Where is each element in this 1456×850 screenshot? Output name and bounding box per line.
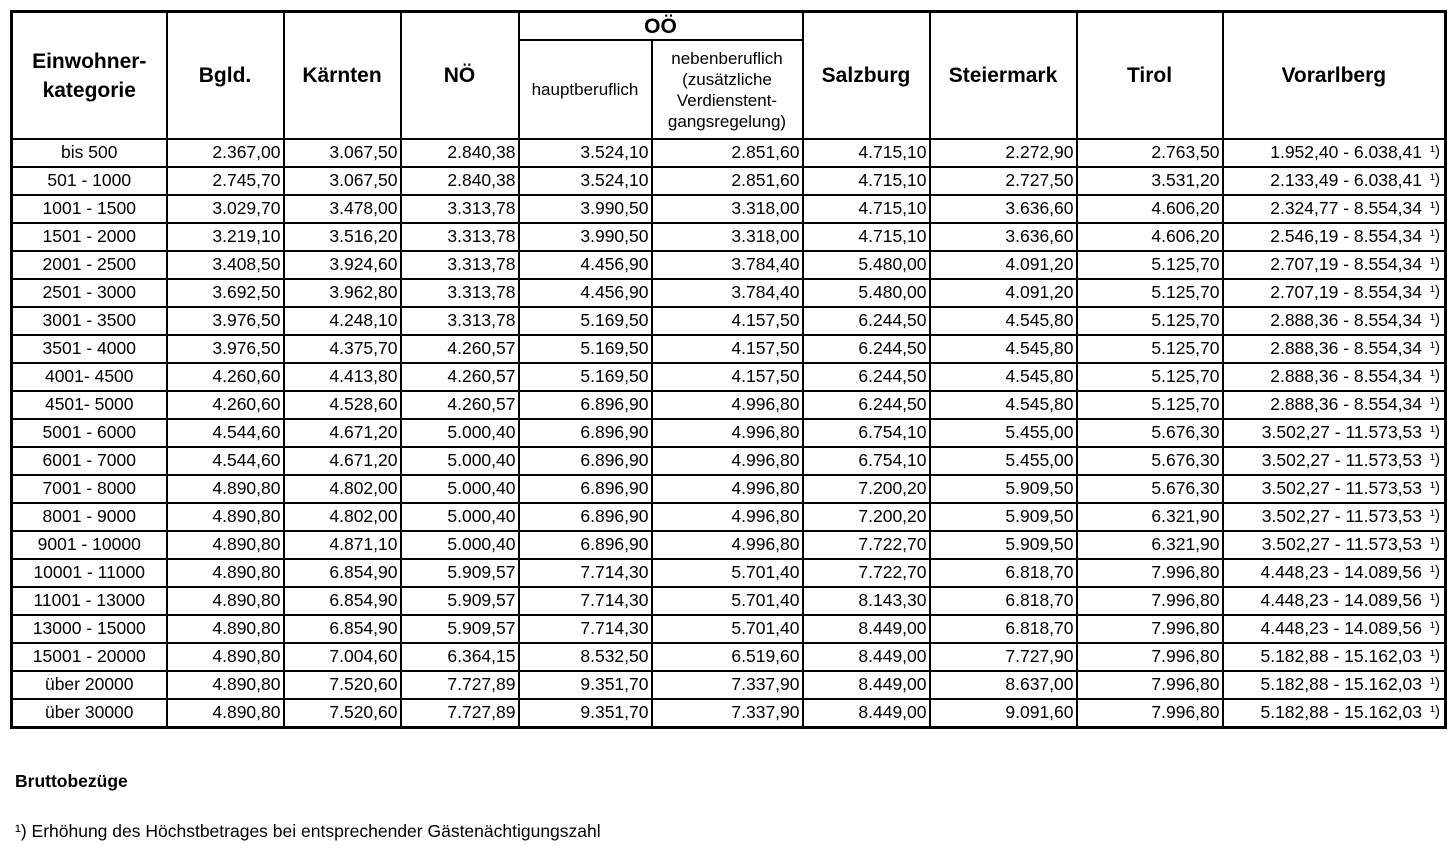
cell-vorarlberg (1223, 223, 1446, 251)
vorarlberg-range-value: 2.707,19 - 8.554,34 (1270, 282, 1423, 303)
cell-tirol: 2.763,50 (1077, 139, 1223, 167)
cell-salzburg: 4.715,10 (803, 139, 930, 167)
cell-ooe-hauptberuflich: 6.896,90 (519, 475, 652, 503)
cell-ooe-nebenberuflich: 4.157,50 (652, 363, 803, 391)
footnote-marker: ¹) (1430, 619, 1441, 637)
table-row (12, 279, 1446, 307)
header-ooe-nebenberuflich-line3: Verdienstent- (676, 90, 778, 110)
cell-tirol: 5.125,70 (1077, 335, 1223, 363)
cell-bgld: 4.890,80 (167, 475, 284, 503)
table-row (12, 475, 1446, 503)
cell-steiermark: 5.455,00 (930, 419, 1077, 447)
cell-noe: 7.727,89 (401, 699, 519, 728)
cell-bgld: 4.890,80 (167, 503, 284, 531)
header-kaernten: Kärnten (284, 12, 401, 140)
cell-ooe-hauptberuflich: 6.896,90 (519, 447, 652, 475)
cell-salzburg: 8.449,00 (803, 615, 930, 643)
cell-salzburg: 7.722,70 (803, 559, 930, 587)
cell-vorarlberg (1223, 307, 1446, 335)
table-row (12, 643, 1446, 671)
cell-category: 13000 - 15000 (12, 615, 167, 643)
footnote-marker: ¹) (1430, 591, 1441, 609)
cell-kaernten: 4.375,70 (284, 335, 401, 363)
table-row (12, 531, 1446, 559)
cell-ooe-nebenberuflich: 5.701,40 (652, 559, 803, 587)
vorarlberg-range-value: 2.133,49 - 6.038,41 (1270, 170, 1423, 191)
cell-salzburg: 7.722,70 (803, 531, 930, 559)
footnote-marker: ¹) (1430, 507, 1441, 525)
cell-tirol: 3.531,20 (1077, 167, 1223, 195)
cell-kaernten: 6.854,90 (284, 615, 401, 643)
cell-bgld: 4.890,80 (167, 531, 284, 559)
footnote-marker: ¹) (1430, 535, 1441, 553)
cell-kaernten: 3.924,60 (284, 251, 401, 279)
header-ooe-nebenberuflich (652, 40, 803, 139)
cell-noe: 3.313,78 (401, 307, 519, 335)
cell-ooe-hauptberuflich: 6.896,90 (519, 391, 652, 419)
cell-salzburg: 6.244,50 (803, 391, 930, 419)
cell-ooe-nebenberuflich: 4.996,80 (652, 419, 803, 447)
vorarlberg-range-value: 4.448,23 - 14.089,56 (1260, 618, 1423, 639)
cell-tirol: 5.676,30 (1077, 447, 1223, 475)
cell-kaernten: 7.004,60 (284, 643, 401, 671)
cell-tirol: 5.125,70 (1077, 279, 1223, 307)
cell-category: 6001 - 7000 (12, 447, 167, 475)
footnote-marker: ¹) (1430, 395, 1441, 413)
cell-steiermark: 5.909,50 (930, 531, 1077, 559)
cell-tirol: 7.996,80 (1077, 559, 1223, 587)
cell-kaernten: 4.413,80 (284, 363, 401, 391)
cell-category: 9001 - 10000 (12, 531, 167, 559)
cell-noe: 5.909,57 (401, 559, 519, 587)
cell-tirol: 7.996,80 (1077, 643, 1223, 671)
header-ooe-nebenberuflich-line4: gangsregelung) (667, 111, 787, 131)
footnote-marker: ¹) (1430, 311, 1441, 329)
vorarlberg-range-value: 2.888,36 - 8.554,34 (1270, 310, 1423, 331)
cell-bgld: 3.692,50 (167, 279, 284, 307)
cell-ooe-hauptberuflich: 8.532,50 (519, 643, 652, 671)
cell-ooe-nebenberuflich: 5.701,40 (652, 587, 803, 615)
cell-ooe-nebenberuflich: 3.318,00 (652, 223, 803, 251)
table-row (12, 447, 1446, 475)
vorarlberg-range-value: 3.502,27 - 11.573,53 (1261, 478, 1423, 499)
cell-ooe-nebenberuflich: 7.337,90 (652, 671, 803, 699)
cell-kaernten: 4.248,10 (284, 307, 401, 335)
header-einwohnerkategorie (12, 12, 167, 140)
cell-ooe-hauptberuflich: 7.714,30 (519, 587, 652, 615)
cell-vorarlberg (1223, 615, 1446, 643)
cell-category: bis 500 (12, 139, 167, 167)
cell-ooe-hauptberuflich: 9.351,70 (519, 671, 652, 699)
cell-kaernten: 4.671,20 (284, 447, 401, 475)
cell-bgld: 3.408,50 (167, 251, 284, 279)
cell-vorarlberg (1223, 587, 1446, 615)
cell-category: 7001 - 8000 (12, 475, 167, 503)
vorarlberg-range-value: 3.502,27 - 11.573,53 (1261, 506, 1423, 527)
cell-category: 4001- 4500 (12, 363, 167, 391)
cell-vorarlberg (1223, 195, 1446, 223)
header-salzburg: Salzburg (803, 12, 930, 140)
vorarlberg-range-value: 2.546,19 - 8.554,34 (1270, 226, 1423, 247)
cell-bgld: 4.260,60 (167, 391, 284, 419)
cell-kaernten: 7.520,60 (284, 699, 401, 728)
cell-kaernten: 3.962,80 (284, 279, 401, 307)
cell-salzburg: 6.754,10 (803, 447, 930, 475)
cell-steiermark: 7.727,90 (930, 643, 1077, 671)
cell-tirol: 7.996,80 (1077, 671, 1223, 699)
table-row (12, 671, 1446, 699)
cell-bgld: 4.890,80 (167, 587, 284, 615)
vorarlberg-range-value: 4.448,23 - 14.089,56 (1260, 562, 1423, 583)
header-noe: NÖ (401, 12, 519, 140)
cell-steiermark: 6.818,70 (930, 587, 1077, 615)
cell-ooe-nebenberuflich: 4.996,80 (652, 447, 803, 475)
footnote-marker: ¹) (1430, 171, 1441, 189)
table-row (12, 167, 1446, 195)
header-ooe-nebenberuflich-line2: (zusätzliche (682, 69, 772, 89)
cell-tirol: 5.676,30 (1077, 475, 1223, 503)
cell-category: 3001 - 3500 (12, 307, 167, 335)
cell-steiermark: 8.637,00 (930, 671, 1077, 699)
cell-vorarlberg (1223, 643, 1446, 671)
cell-salzburg: 8.143,30 (803, 587, 930, 615)
cell-kaernten: 3.478,00 (284, 195, 401, 223)
cell-bgld: 4.890,80 (167, 699, 284, 728)
cell-noe: 2.840,38 (401, 167, 519, 195)
cell-ooe-hauptberuflich: 9.351,70 (519, 699, 652, 728)
cell-tirol: 5.125,70 (1077, 307, 1223, 335)
cell-category: 10001 - 11000 (12, 559, 167, 587)
table-header (12, 12, 1446, 140)
cell-category: 5001 - 6000 (12, 419, 167, 447)
header-ooe: OÖ (519, 12, 803, 41)
cell-ooe-hauptberuflich: 4.456,90 (519, 251, 652, 279)
cell-bgld: 4.544,60 (167, 419, 284, 447)
cell-salzburg: 4.715,10 (803, 167, 930, 195)
cell-ooe-nebenberuflich: 3.784,40 (652, 279, 803, 307)
cell-vorarlberg (1223, 419, 1446, 447)
table-caption: Bruttobezüge (15, 771, 128, 791)
cell-vorarlberg (1223, 139, 1446, 167)
table-row (12, 699, 1446, 728)
cell-ooe-hauptberuflich: 3.524,10 (519, 167, 652, 195)
cell-salzburg: 4.715,10 (803, 223, 930, 251)
cell-vorarlberg (1223, 531, 1446, 559)
cell-kaernten: 4.802,00 (284, 503, 401, 531)
cell-steiermark: 4.545,80 (930, 307, 1077, 335)
table-body (12, 139, 1446, 728)
table-row (12, 559, 1446, 587)
table-row (12, 587, 1446, 615)
cell-vorarlberg (1223, 391, 1446, 419)
cell-kaernten: 4.802,00 (284, 475, 401, 503)
table-row (12, 139, 1446, 167)
cell-kaernten: 7.520,60 (284, 671, 401, 699)
cell-steiermark: 2.727,50 (930, 167, 1077, 195)
cell-category: 15001 - 20000 (12, 643, 167, 671)
vorarlberg-range-value: 3.502,27 - 11.573,53 (1261, 422, 1423, 443)
header-tirol: Tirol (1077, 12, 1223, 140)
table-row (12, 391, 1446, 419)
cell-vorarlberg (1223, 475, 1446, 503)
table-row (12, 335, 1446, 363)
cell-ooe-hauptberuflich: 3.990,50 (519, 223, 652, 251)
cell-ooe-nebenberuflich: 5.701,40 (652, 615, 803, 643)
footnote-marker: ¹) (1430, 367, 1441, 385)
cell-ooe-hauptberuflich: 6.896,90 (519, 419, 652, 447)
header-ooe-nebenberuflich-line1: nebenberuflich (671, 48, 783, 68)
header-steiermark: Steiermark (930, 12, 1077, 140)
cell-salzburg: 6.754,10 (803, 419, 930, 447)
table-row (12, 419, 1446, 447)
cell-category: 2001 - 2500 (12, 251, 167, 279)
vorarlberg-range-value: 5.182,88 - 15.162,03 (1260, 702, 1423, 723)
cell-tirol: 4.606,20 (1077, 195, 1223, 223)
cell-ooe-hauptberuflich: 5.169,50 (519, 307, 652, 335)
cell-ooe-nebenberuflich: 4.996,80 (652, 475, 803, 503)
cell-ooe-hauptberuflich: 5.169,50 (519, 335, 652, 363)
cell-category: 1501 - 2000 (12, 223, 167, 251)
cell-ooe-nebenberuflich: 4.157,50 (652, 307, 803, 335)
cell-noe: 5.000,40 (401, 531, 519, 559)
cell-noe: 7.727,89 (401, 671, 519, 699)
cell-category: 2501 - 3000 (12, 279, 167, 307)
vorarlberg-range-value: 3.502,27 - 11.573,53 (1261, 534, 1423, 555)
cell-category: über 20000 (12, 671, 167, 699)
cell-steiermark: 4.545,80 (930, 391, 1077, 419)
cell-steiermark: 3.636,60 (930, 223, 1077, 251)
cell-noe: 5.909,57 (401, 615, 519, 643)
cell-ooe-nebenberuflich: 3.318,00 (652, 195, 803, 223)
cell-steiermark: 5.909,50 (930, 475, 1077, 503)
header-einwohnerkategorie-line2: kategorie (42, 78, 136, 102)
cell-bgld: 2.367,00 (167, 139, 284, 167)
cell-ooe-nebenberuflich: 4.996,80 (652, 391, 803, 419)
cell-category: 3501 - 4000 (12, 335, 167, 363)
cell-category: 11001 - 13000 (12, 587, 167, 615)
cell-salzburg: 7.200,20 (803, 503, 930, 531)
cell-bgld: 4.890,80 (167, 643, 284, 671)
cell-ooe-nebenberuflich: 4.996,80 (652, 503, 803, 531)
cell-ooe-nebenberuflich: 3.784,40 (652, 251, 803, 279)
cell-ooe-hauptberuflich: 3.524,10 (519, 139, 652, 167)
cell-kaernten: 4.871,10 (284, 531, 401, 559)
footnote-marker: ¹) (1430, 339, 1441, 357)
cell-bgld: 3.029,70 (167, 195, 284, 223)
table-row (12, 615, 1446, 643)
cell-steiermark: 2.272,90 (930, 139, 1077, 167)
cell-noe: 5.909,57 (401, 587, 519, 615)
cell-ooe-hauptberuflich: 5.169,50 (519, 363, 652, 391)
vorarlberg-range-value: 2.888,36 - 8.554,34 (1270, 394, 1423, 415)
cell-salzburg: 6.244,50 (803, 363, 930, 391)
cell-salzburg: 8.449,00 (803, 643, 930, 671)
footnote-marker: ¹) (1430, 199, 1441, 217)
vorarlberg-range-value: 1.952,40 - 6.038,41 (1270, 142, 1423, 163)
footnote-marker: ¹) (1430, 703, 1441, 721)
cell-tirol: 6.321,90 (1077, 531, 1223, 559)
cell-steiermark: 6.818,70 (930, 615, 1077, 643)
cell-bgld: 3.976,50 (167, 335, 284, 363)
cell-vorarlberg (1223, 279, 1446, 307)
cell-steiermark: 6.818,70 (930, 559, 1077, 587)
footnote-marker: ¹) (1430, 423, 1441, 441)
vorarlberg-range-value: 4.448,23 - 14.089,56 (1260, 590, 1423, 611)
cell-ooe-nebenberuflich: 2.851,60 (652, 167, 803, 195)
cell-noe: 3.313,78 (401, 195, 519, 223)
cell-steiermark: 9.091,60 (930, 699, 1077, 728)
vorarlberg-range-value: 2.888,36 - 8.554,34 (1270, 366, 1423, 387)
cell-noe: 3.313,78 (401, 251, 519, 279)
table-row (12, 195, 1446, 223)
cell-vorarlberg (1223, 699, 1446, 728)
cell-ooe-hauptberuflich: 7.714,30 (519, 615, 652, 643)
vorarlberg-range-value: 2.888,36 - 8.554,34 (1270, 338, 1423, 359)
cell-noe: 4.260,57 (401, 363, 519, 391)
cell-ooe-nebenberuflich: 2.851,60 (652, 139, 803, 167)
cell-steiermark: 5.455,00 (930, 447, 1077, 475)
cell-salzburg: 4.715,10 (803, 195, 930, 223)
cell-ooe-nebenberuflich: 7.337,90 (652, 699, 803, 728)
cell-kaernten: 3.067,50 (284, 139, 401, 167)
cell-noe: 2.840,38 (401, 139, 519, 167)
cell-ooe-nebenberuflich: 4.157,50 (652, 335, 803, 363)
cell-tirol: 5.125,70 (1077, 391, 1223, 419)
cell-noe: 6.364,15 (401, 643, 519, 671)
cell-tirol: 5.125,70 (1077, 251, 1223, 279)
cell-noe: 4.260,57 (401, 335, 519, 363)
cell-noe: 3.313,78 (401, 223, 519, 251)
header-bgld: Bgld. (167, 12, 284, 140)
vorarlberg-range-value: 5.182,88 - 15.162,03 (1260, 674, 1423, 695)
footnote-marker: ¹) (1430, 255, 1441, 273)
cell-noe: 3.313,78 (401, 279, 519, 307)
footnote-marker: ¹) (1430, 143, 1441, 161)
cell-bgld: 4.890,80 (167, 559, 284, 587)
cell-bgld: 4.890,80 (167, 615, 284, 643)
cell-ooe-hauptberuflich: 4.456,90 (519, 279, 652, 307)
table-row (12, 223, 1446, 251)
footnote: ¹) Erhöhung des Höchstbetrages bei entsprechender Gästenächtigungszahl (15, 821, 601, 841)
cell-tirol: 6.321,90 (1077, 503, 1223, 531)
cell-steiermark: 4.091,20 (930, 251, 1077, 279)
footnote-marker: ¹) (1430, 283, 1441, 301)
table-row (12, 251, 1446, 279)
cell-salzburg: 5.480,00 (803, 279, 930, 307)
cell-salzburg: 6.244,50 (803, 307, 930, 335)
cell-salzburg: 8.449,00 (803, 699, 930, 728)
cell-kaernten: 4.528,60 (284, 391, 401, 419)
cell-kaernten: 3.067,50 (284, 167, 401, 195)
cell-ooe-nebenberuflich: 4.996,80 (652, 531, 803, 559)
cell-tirol: 5.125,70 (1077, 363, 1223, 391)
cell-steiermark: 4.091,20 (930, 279, 1077, 307)
cell-vorarlberg (1223, 671, 1446, 699)
cell-salzburg: 5.480,00 (803, 251, 930, 279)
cell-vorarlberg (1223, 363, 1446, 391)
cell-category: 8001 - 9000 (12, 503, 167, 531)
vorarlberg-range-value: 2.324,77 - 8.554,34 (1270, 198, 1423, 219)
table-row (12, 307, 1446, 335)
footnote-marker: ¹) (1430, 479, 1441, 497)
cell-tirol: 5.676,30 (1077, 419, 1223, 447)
cell-vorarlberg (1223, 503, 1446, 531)
cell-noe: 5.000,40 (401, 447, 519, 475)
cell-steiermark: 5.909,50 (930, 503, 1077, 531)
cell-noe: 4.260,57 (401, 391, 519, 419)
vorarlberg-range-value: 2.707,19 - 8.554,34 (1270, 254, 1423, 275)
cell-category: über 30000 (12, 699, 167, 728)
header-vorarlberg: Vorarlberg (1223, 12, 1446, 140)
cell-vorarlberg (1223, 335, 1446, 363)
vorarlberg-range-value: 3.502,27 - 11.573,53 (1261, 450, 1423, 471)
cell-steiermark: 3.636,60 (930, 195, 1077, 223)
cell-salzburg: 7.200,20 (803, 475, 930, 503)
cell-kaernten: 6.854,90 (284, 559, 401, 587)
footnote-marker: ¹) (1430, 563, 1441, 581)
cell-ooe-hauptberuflich: 3.990,50 (519, 195, 652, 223)
cell-bgld: 4.260,60 (167, 363, 284, 391)
cell-kaernten: 6.854,90 (284, 587, 401, 615)
footnote-marker: ¹) (1430, 675, 1441, 693)
cell-salzburg: 6.244,50 (803, 335, 930, 363)
cell-ooe-nebenberuflich: 6.519,60 (652, 643, 803, 671)
cell-category: 4501- 5000 (12, 391, 167, 419)
table-row (12, 503, 1446, 531)
cell-noe: 5.000,40 (401, 475, 519, 503)
cell-vorarlberg (1223, 559, 1446, 587)
cell-noe: 5.000,40 (401, 503, 519, 531)
cell-tirol: 7.996,80 (1077, 615, 1223, 643)
cell-kaernten: 3.516,20 (284, 223, 401, 251)
cell-bgld: 4.890,80 (167, 671, 284, 699)
cell-tirol: 7.996,80 (1077, 699, 1223, 728)
footnote-marker: ¹) (1430, 451, 1441, 469)
cell-vorarlberg (1223, 167, 1446, 195)
cell-noe: 5.000,40 (401, 419, 519, 447)
footnote-marker: ¹) (1430, 647, 1441, 665)
cell-vorarlberg (1223, 251, 1446, 279)
cell-bgld: 2.745,70 (167, 167, 284, 195)
cell-ooe-hauptberuflich: 6.896,90 (519, 531, 652, 559)
cell-vorarlberg (1223, 447, 1446, 475)
cell-category: 1001 - 1500 (12, 195, 167, 223)
cell-bgld: 4.544,60 (167, 447, 284, 475)
cell-ooe-hauptberuflich: 6.896,90 (519, 503, 652, 531)
cell-steiermark: 4.545,80 (930, 335, 1077, 363)
header-ooe-hauptberuflich: hauptberuflich (519, 40, 652, 139)
cell-steiermark: 4.545,80 (930, 363, 1077, 391)
cell-category: 501 - 1000 (12, 167, 167, 195)
vorarlberg-range-value: 5.182,88 - 15.162,03 (1260, 646, 1423, 667)
cell-salzburg: 8.449,00 (803, 671, 930, 699)
cell-ooe-hauptberuflich: 7.714,30 (519, 559, 652, 587)
cell-tirol: 7.996,80 (1077, 587, 1223, 615)
cell-kaernten: 4.671,20 (284, 419, 401, 447)
cell-tirol: 4.606,20 (1077, 223, 1223, 251)
cell-bgld: 3.976,50 (167, 307, 284, 335)
cell-bgld: 3.219,10 (167, 223, 284, 251)
table-row (12, 363, 1446, 391)
header-einwohnerkategorie-line1: Einwohner- (32, 49, 147, 73)
salary-table (10, 10, 1447, 729)
footnote-marker: ¹) (1430, 227, 1441, 245)
